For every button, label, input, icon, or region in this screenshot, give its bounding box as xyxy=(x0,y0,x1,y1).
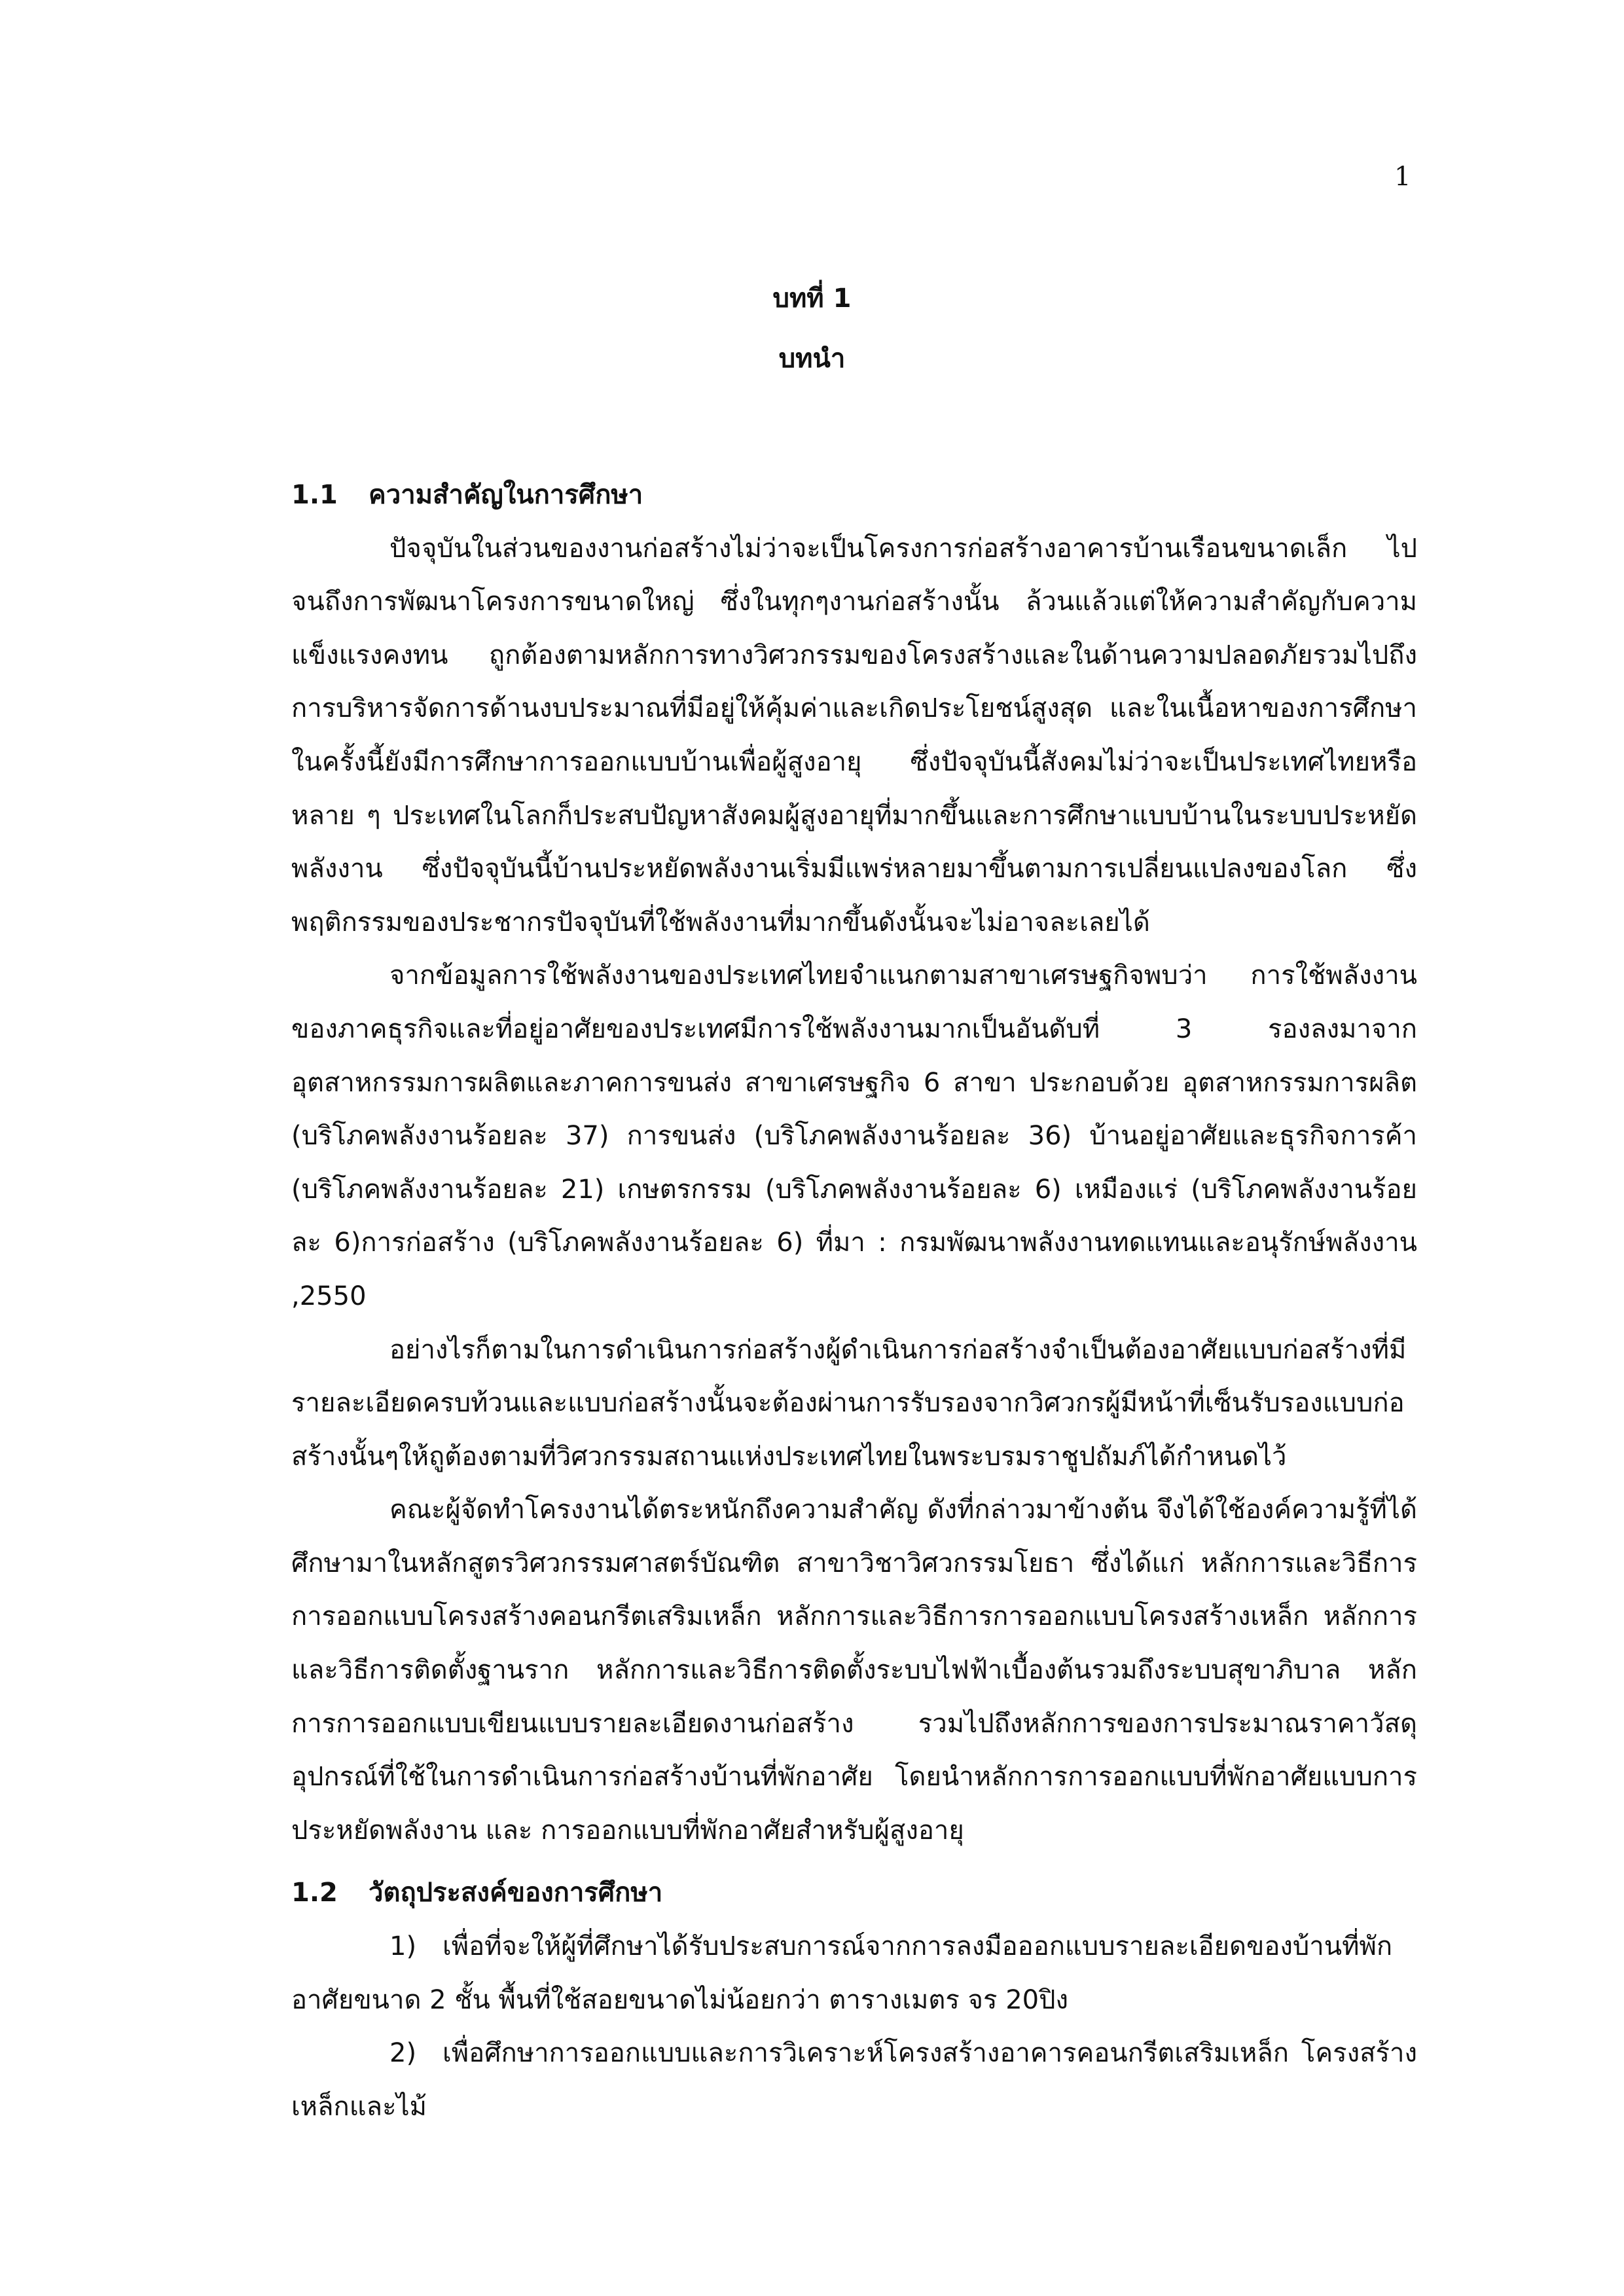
section-title: ความสำคัญในการศึกษา xyxy=(369,480,643,510)
section-title: วัตถุประสงค์ของการศึกษา xyxy=(369,1878,663,1908)
chapter-heading xyxy=(0,268,1624,389)
section-number: 1.2 xyxy=(291,1878,338,1908)
paragraph: คณะผู้จัดทำโครงงานได้ตระหนักถึงความสำคัญ ดังที่กล่าวมาข้างต้น จึงได้ใช้องค์ความรู้ที่ได้ศึกษามาในหลักสูตรวิศวกรรมศาสตร์บัณฑิต สาขาวิชาวิศวกรรมโยธา ซึ่งได้แก่ หลักการและวิธีการการออกแบบโครงสร้างคอนกรีตเสริมเหล็ก หลักการและวิธีการการออกแบบโครงสร้างเหล็ก หลักการและวิธีการติดตั้งฐานราก หลักการและวิธีการติดตั้งระบบไฟฟ้าเบื้องต้นรวมถึงระบบสุขาภิบาล หลักการการออกแบบเขียนแบบรายละเอียดงานก่อสร้าง รวมไปถึงหลักการของการประมาณราคาวัสดุอุปกรณ์ที่ใช้ในการดำเนินการก่อสร้างบ้านที่พักอาศัย โดยนำหลักการการออกแบบที่พักอาศัยแบบการประหยัดพลังงาน และ การออกแบบที่พักอาศัยสำหรับผู้สูงอายุ xyxy=(291,1495,1417,1846)
objective-item: 2) เพื่อศึกษาการออกแบบและการวิเคราะห์โครงสร้างอาคารคอนกรีตเสริมเหล็ก โครงสร้างเหล็กและไม้ xyxy=(291,2038,1417,2122)
section-heading-1-1 xyxy=(291,469,1417,522)
document-body xyxy=(291,469,1417,2134)
paragraph: อย่างไรก็ตามในการดำเนินการก่อสร้างผู้ดำเนินการก่อสร้างจำเป็นต้องอาศัยแบบก่อสร้างที่มีรายละเอียดครบท้วนและแบบก่อสร้างนั้นจะต้องผ่านการรับรองจากวิศวกรผู้มีหน้าที่เซ็นรับรองแบบก่อสร้างนั้นๆให้ถูต้องตามที่วิศวกรรมสถานแห่งประเทศไทยในพระบรมราชูปถัมภ์ได้กำหนดไว้ xyxy=(291,1334,1407,1472)
chapter-number: บทที่ 1 xyxy=(772,283,852,314)
page-number: 1 xyxy=(1394,162,1411,192)
chapter-title: บทนำ xyxy=(778,344,846,374)
section-heading-1-2 xyxy=(291,1867,1417,1920)
section-number: 1.1 xyxy=(291,480,338,510)
objective-item: 1) เพื่อที่จะให้ผู้ที่ศึกษาได้รับประสบการณ์จากการลงมือออกแบบรายละเอียดของบ้านที่พักอาศัยขนาด 2 ชั้น พื้นที่ใช้สอยขนาดไม่น้อยกว่า ตารางเมตร จร 20ปิง xyxy=(291,1931,1393,2015)
paragraph: ปัจจุบันในส่วนของงานก่อสร้างไม่ว่าจะเป็นโครงการก่อสร้างอาคารบ้านเรือนขนาดเล็ก ไปจนถึงการพัฒนาโครงการขนาดใหญ่ ซึ่งในทุกๆงานก่อสร้างนั้น ล้วนแล้วแต่ให้ความสำคัญกับความแข็งแรงคงทน ถูกต้องตามหลักการทางวิศวกรรมของโครงสร้างและในด้านความปลอดภัยรวมไปถึงการบริหารจัดการด้านงบประมาณที่มีอยู่ให้คุ้มค่าและเกิดประโยชน์สูงสุด และในเนื้อหาของการศึกษาในครั้งนี้ยังมีการศึกษาการออกแบบบ้านเพื่อผู้สูงอายุ ซึ่งปัจจุบันนี้สังคมไม่ว่าจะเป็นประเทศไทยหรือหลาย ๆ ประเทศในโลกก็ประสบปัญหาสังคมผู้สูงอายุที่มากขึ้นและการศึกษาแบบบ้านในระบบประหยัดพลังงาน ซึ่งปัจจุบันนี้บ้านประหยัดพลังงานเริ่มมีแพร่หลายมาขึ้นตามการเปลี่ยนแปลงของโลก ซึ่งพฤติกรรมของประชากรปัจจุบันที่ใช้พลังงานที่มากขึ้นดังนั้นจะไม่อาจละเลยได้ xyxy=(291,533,1417,938)
paragraph: จากข้อมูลการใช้พลังงานของประเทศไทยจำแนกตามสาขาเศรษฐกิจพบว่า การใช้พลังงานของภาคธุรกิจและที่อยู่อาศัยของประเทศมีการใช้พลังงานมากเป็นอันดับที่ 3 รองลงมาจากอุตสาหกรรมการผลิตและภาคการขนส่ง สาขาเศรษฐกิจ 6 สาขา ประกอบด้วย อุตสาหกรรมการผลิต (บริโภคพลังงานร้อยละ 37) การขนส่ง (บริโภคพลังงานร้อยละ 36) บ้านอยู่อาศัยและธุรกิจการค้า (บริโภคพลังงานร้อยละ 21) เกษตรกรรม (บริโภคพลังงานร้อยละ 6) เหมืองแร่ (บริโภคพลังงานร้อยละ 6)การก่อสร้าง (บริโภคพลังงานร้อยละ 6) ที่มา : กรมพัฒนาพลังงานทดแทนและอนุรักษ์พลังงาน ,2550 xyxy=(291,960,1417,1311)
